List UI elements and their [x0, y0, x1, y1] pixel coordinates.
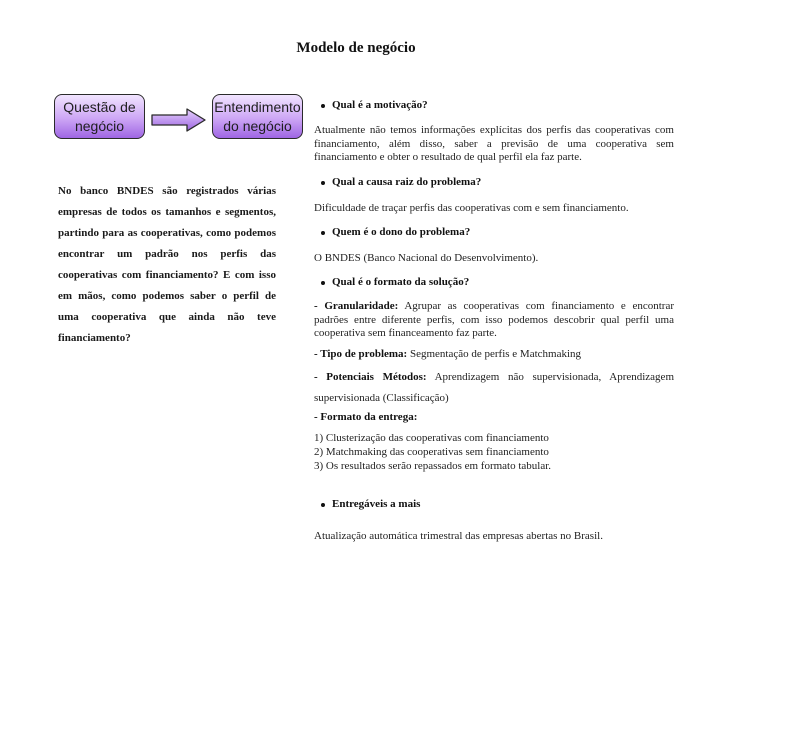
text-methods [314, 367, 674, 409]
text-granularity [314, 300, 674, 341]
heading-extras: Entregáveis a mais [332, 498, 421, 510]
value-methods: Aprendizagem não supervisionada, Aprendizagem supervisionada (Classificação) [314, 371, 674, 404]
text-delivery [314, 410, 674, 424]
heading-solution: Qual é o formato da solução? [332, 276, 470, 288]
flow-box-business-question [54, 94, 145, 139]
page-title: Modelo de negócio [296, 40, 416, 56]
label-granularity: - Granularidade: [314, 300, 399, 312]
flow-arrow-icon [151, 107, 207, 133]
text-motivation: Atualmente não temos informações explícitas dos perfis das cooperativas com financiamento, além disso, saber a previsão de uma cooperativa sem financiamento e obter o resultado de qual perfil ela faz parte. [314, 124, 674, 163]
flow-box-business-understanding-line1: Entendimento [214, 98, 301, 115]
intro-paragraph: No banco BNDES são registrados várias empresas de todos os tamanhos e segmentos, partindo para as cooperativas, como podemos encontrar um padrão nos perfis das cooperativas com financiamento? E com isso em mãos, como podemos saber o perfil de uma cooperativa que ainda não teve financiamento? [58, 185, 276, 344]
flow-box-business-question-line1: Questão de [63, 98, 136, 115]
label-methods: - Potenciais Métodos: [314, 371, 427, 383]
flow-box-business-understanding [212, 94, 303, 139]
flow-box-business-question-line2: negócio [74, 117, 125, 134]
heading-owner: Quem é o dono do problema? [332, 226, 471, 238]
delivery-item: 2) Matchmaking das cooperativas sem financiamento [314, 446, 549, 458]
value-problem-type: Segmentação de perfis e Matchmaking [407, 348, 582, 360]
text-extras: Atualização automática trimestral das empresas abertas no Brasil. [314, 530, 603, 542]
text-root-cause: Dificuldade de traçar perfis das cooperativas com e sem financiamento. [314, 202, 629, 214]
delivery-list [314, 431, 674, 473]
flow-box-business-understanding-line2: do negócio [223, 117, 292, 134]
text-owner: O BNDES (Banco Nacional do Desenvolvimento). [314, 252, 539, 264]
label-problem-type: - Tipo de problema: [314, 348, 408, 360]
text-problem-type [314, 347, 674, 361]
value-granularity: Agrupar as cooperativas com financiamento e encontrar padrões entre diferente perfis, com isso podemos descobrir qual perfil uma cooperativa sem financeamento faz parte. [314, 300, 674, 339]
heading-root-cause: Qual a causa raiz do problema? [332, 176, 482, 188]
heading-motivation: Qual é a motivação? [332, 99, 428, 111]
label-delivery: - Formato da entrega: [314, 411, 418, 423]
delivery-item: 1) Clusterização das cooperativas com financiamento [314, 432, 549, 444]
delivery-item: 3) Os resultados serão repassados em formato tabular. [314, 460, 552, 472]
